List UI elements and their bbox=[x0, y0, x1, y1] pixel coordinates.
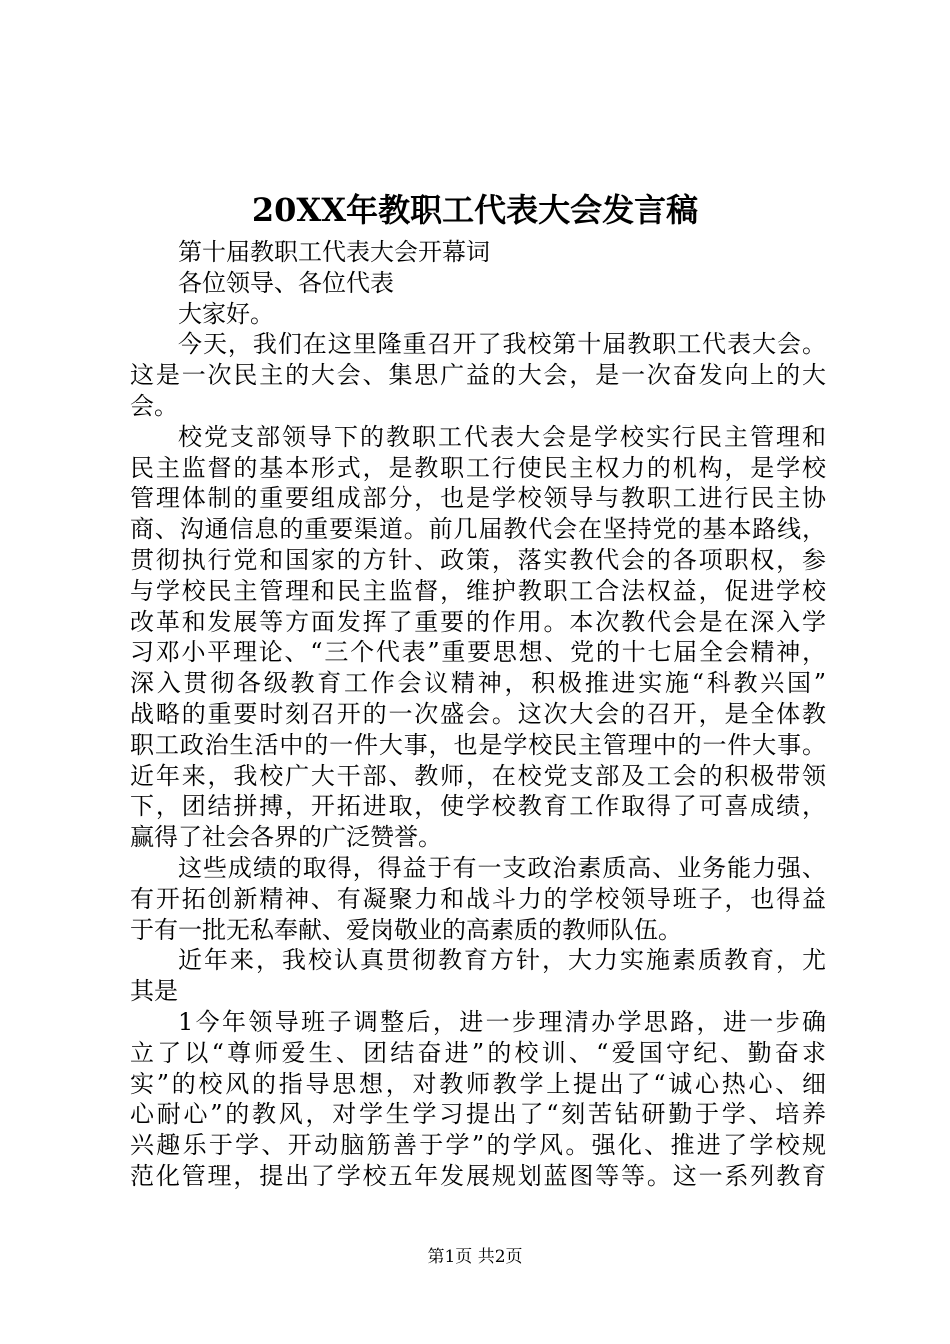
page-footer bbox=[0, 1246, 950, 1268]
text-line: 下，团结拼搏，开拓进取，使学校教育工作取得了可喜成绩， bbox=[130, 792, 826, 821]
document-title: 20XX年教职工代表大会发言稿 bbox=[251, 191, 699, 229]
text-line: 与学校民主管理和民主监督，维护教职工合法权益，促进学校 bbox=[130, 576, 826, 605]
text-line: 1今年领导班子调整后，进一步理清办学思路，进一步确 bbox=[178, 1007, 826, 1036]
text-line: 赢得了社会各界的广泛赞誉。 bbox=[130, 823, 442, 852]
text-line: 大家好。 bbox=[178, 299, 274, 328]
text-line: 第十届教职工代表大会开幕词 bbox=[178, 238, 490, 266]
text-line: 实”的校风的指导思想，对教师教学上提出了“诚心热心、细 bbox=[130, 1069, 826, 1098]
document-body bbox=[130, 237, 826, 1192]
text-line: 近年来，我校认真贯彻教育方针，大力实施素质教育，尤 bbox=[178, 946, 826, 975]
text-line: 这些成绩的取得，得益于有一支政治素质高、业务能力强、 bbox=[178, 853, 826, 882]
page-number-label: 第1页 共2页 bbox=[427, 1247, 523, 1267]
text-line: 范化管理，提出了学校五年发展规划蓝图等等。这一系列教育 bbox=[130, 1161, 826, 1190]
text-line: 兴趣乐于学、开动脑筋善于学”的学风。强化、推进了学校规 bbox=[130, 1131, 826, 1160]
text-line: 民主监督的基本形式，是教职工行使民主权力的机构，是学校 bbox=[130, 453, 826, 482]
text-line: 改革和发展等方面发挥了重要的作用。本次教代会是在深入学 bbox=[130, 607, 826, 636]
text-line: 其是 bbox=[130, 977, 178, 1006]
text-line: 心耐心”的教风，对学生学习提出了“刻苦钻研勤于学、培养 bbox=[130, 1100, 826, 1129]
text-line: 立了以“尊师爱生、团结奋进”的校训、“爱国守纪、勤奋求 bbox=[130, 1038, 826, 1067]
text-line: 于有一批无私奉献、爱岗敬业的高素质的教师队伍。 bbox=[130, 915, 682, 944]
text-line: 战略的重要时刻召开的一次盛会。这次大会的召开，是全体教 bbox=[130, 699, 826, 728]
text-line: 贯彻执行党和国家的方针、政策，落实教代会的各项职权，参 bbox=[130, 545, 826, 574]
text-line: 有开拓创新精神、有凝聚力和战斗力的学校领导班子，也得益 bbox=[130, 884, 826, 913]
text-line: 职工政治生活中的一件大事，也是学校民主管理中的一件大事。 bbox=[130, 730, 826, 759]
text-line: 习邓小平理论、“三个代表”重要思想、党的十七届全会精神， bbox=[130, 638, 826, 667]
text-line: 这是一次民主的大会、集思广益的大会，是一次奋发向上的大 bbox=[130, 361, 826, 390]
text-line: 管理体制的重要组成部分，也是学校领导与教职工进行民主协 bbox=[130, 484, 826, 513]
text-line: 各位领导、各位代表 bbox=[178, 268, 394, 297]
text-line: 校党支部领导下的教职工代表大会是学校实行民主管理和 bbox=[178, 422, 826, 451]
text-line: 今天，我们在这里隆重召开了我校第十届教职工代表大会。 bbox=[178, 330, 826, 359]
text-line: 深入贯彻各级教育工作会议精神，积极推进实施“科教兴国” bbox=[130, 669, 826, 698]
text-line: 会。 bbox=[130, 391, 178, 420]
text-line: 近年来，我校广大干部、教师，在校党支部及工会的积极带领 bbox=[130, 761, 826, 790]
text-line: 商、沟通信息的重要渠道。前几届教代会在坚持党的基本路线， bbox=[130, 515, 826, 544]
